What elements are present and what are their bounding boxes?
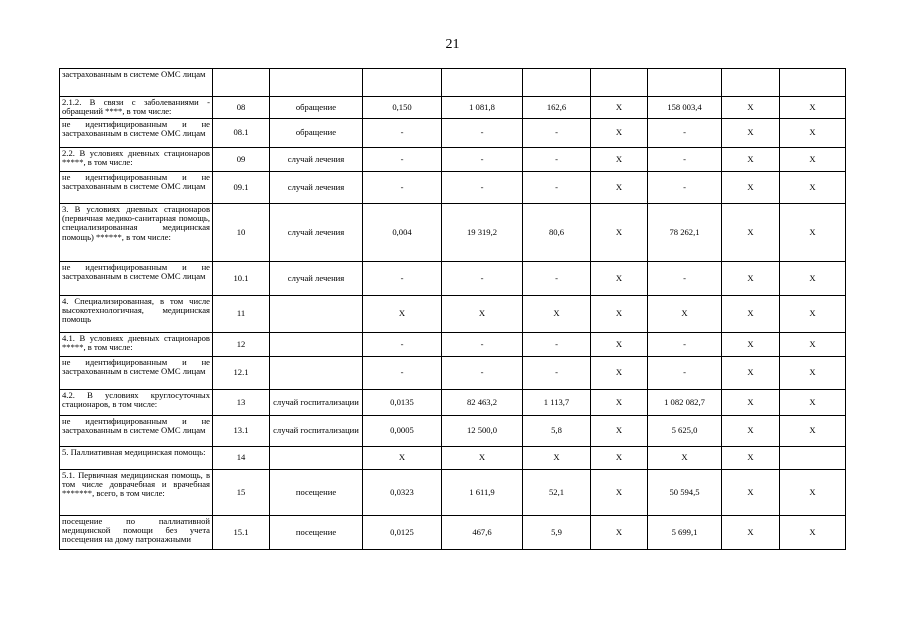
- table-row: [60, 148, 846, 172]
- cell-col6: X: [523, 447, 591, 470]
- unit-of-measure: [270, 357, 363, 390]
- unit-of-measure: случай лечения: [270, 262, 363, 296]
- cell-col4: X: [363, 447, 442, 470]
- cell-col6: -: [523, 333, 591, 357]
- unit-of-measure: [270, 447, 363, 470]
- cell-col5: [442, 69, 523, 97]
- cell-col8: X: [648, 296, 722, 333]
- cell-col7: X: [591, 262, 648, 296]
- cell-col4: 0,150: [363, 97, 442, 119]
- table-row: [60, 262, 846, 296]
- row-description: 5. Паллиативная медицинская помощь:: [60, 447, 213, 470]
- cell-col7: X: [591, 447, 648, 470]
- cell-col6: -: [523, 148, 591, 172]
- cell-col7: X: [591, 204, 648, 262]
- cell-col9: X: [722, 516, 780, 550]
- table-row: [60, 390, 846, 416]
- row-description: 4. Специализированная, в том числе высокотехнологичная, медицинская помощь: [60, 296, 213, 333]
- cell-col10: X: [780, 97, 846, 119]
- cell-col10: X: [780, 262, 846, 296]
- cell-col5: X: [442, 296, 523, 333]
- table-row: [60, 357, 846, 390]
- row-description: не идентифицированным и не застрахованным в системе ОМС лицам: [60, 357, 213, 390]
- cell-col8: -: [648, 357, 722, 390]
- cell-col8: 78 262,1: [648, 204, 722, 262]
- cell-col7: X: [591, 333, 648, 357]
- cell-col7: X: [591, 148, 648, 172]
- cell-col9: X: [722, 97, 780, 119]
- cell-col6: 52,1: [523, 470, 591, 516]
- unit-of-measure: случай госпитализации: [270, 416, 363, 447]
- cell-col6: X: [523, 296, 591, 333]
- cell-col10: X: [780, 390, 846, 416]
- cell-col10: [780, 69, 846, 97]
- cell-col7: X: [591, 390, 648, 416]
- cell-col8: 5 625,0: [648, 416, 722, 447]
- cell-col5: 82 463,2: [442, 390, 523, 416]
- cell-col7: X: [591, 416, 648, 447]
- cell-col6: -: [523, 119, 591, 148]
- row-description: не идентифицированным и не застрахованным в системе ОМС лицам: [60, 416, 213, 447]
- row-number: 12: [213, 333, 270, 357]
- cell-col5: X: [442, 447, 523, 470]
- cell-col5: 467,6: [442, 516, 523, 550]
- cell-col9: X: [722, 470, 780, 516]
- cell-col9: X: [722, 172, 780, 204]
- cell-col4: -: [363, 119, 442, 148]
- cell-col5: -: [442, 357, 523, 390]
- cell-col10: X: [780, 516, 846, 550]
- row-number: 10: [213, 204, 270, 262]
- row-description: посещение по паллиативной медицинской помощи без учета посещения на дому патронажными: [60, 516, 213, 550]
- cell-col9: X: [722, 296, 780, 333]
- row-number: 12.1: [213, 357, 270, 390]
- cell-col7: X: [591, 172, 648, 204]
- cell-col9: X: [722, 262, 780, 296]
- cell-col4: -: [363, 357, 442, 390]
- row-description: 2.1.2. В связи с заболеваниями - обращений ****, в том числе:: [60, 97, 213, 119]
- cell-col4: -: [363, 333, 442, 357]
- cell-col10: X: [780, 172, 846, 204]
- row-number: [213, 69, 270, 97]
- cell-col4: 0,004: [363, 204, 442, 262]
- cell-col5: 1 611,9: [442, 470, 523, 516]
- cell-col4: X: [363, 296, 442, 333]
- cell-col7: X: [591, 357, 648, 390]
- cell-col10: X: [780, 119, 846, 148]
- table-row: [60, 97, 846, 119]
- table-row: [60, 333, 846, 357]
- unit-of-measure: обращение: [270, 119, 363, 148]
- cell-col4: -: [363, 148, 442, 172]
- cell-col4: 0,0135: [363, 390, 442, 416]
- cell-col10: X: [780, 296, 846, 333]
- row-description: 4.2. В условиях круглосуточных стационаров, в том числе:: [60, 390, 213, 416]
- cell-col6: 162,6: [523, 97, 591, 119]
- table-row: [60, 416, 846, 447]
- cell-col8: 158 003,4: [648, 97, 722, 119]
- cell-col5: 12 500,0: [442, 416, 523, 447]
- cell-col7: X: [591, 97, 648, 119]
- row-number: 09.1: [213, 172, 270, 204]
- cell-col5: -: [442, 333, 523, 357]
- cell-col8: 5 699,1: [648, 516, 722, 550]
- row-description: 2.2. В условиях дневных стационаров *****, в том числе:: [60, 148, 213, 172]
- unit-of-measure: случай госпитализации: [270, 390, 363, 416]
- unit-of-measure: случай лечения: [270, 204, 363, 262]
- cell-col9: X: [722, 119, 780, 148]
- unit-of-measure: посещение: [270, 470, 363, 516]
- cell-col4: -: [363, 172, 442, 204]
- table-row: [60, 447, 846, 470]
- cell-col7: X: [591, 516, 648, 550]
- cell-col8: -: [648, 172, 722, 204]
- cell-col6: 5,8: [523, 416, 591, 447]
- cell-col4: 0,0005: [363, 416, 442, 447]
- table-row: [60, 470, 846, 516]
- cell-col4: 0,0125: [363, 516, 442, 550]
- cell-col9: X: [722, 148, 780, 172]
- cell-col5: 1 081,8: [442, 97, 523, 119]
- table-row: [60, 516, 846, 550]
- cell-col10: X: [780, 470, 846, 516]
- row-number: 08: [213, 97, 270, 119]
- cell-col5: -: [442, 148, 523, 172]
- cell-col8: 1 082 082,7: [648, 390, 722, 416]
- cell-col4: [363, 69, 442, 97]
- cell-col9: X: [722, 416, 780, 447]
- cell-col8: -: [648, 119, 722, 148]
- cell-col10: X: [780, 416, 846, 447]
- cell-col7: X: [591, 470, 648, 516]
- cell-col6: -: [523, 172, 591, 204]
- row-number: 13: [213, 390, 270, 416]
- data-table: [59, 68, 846, 550]
- unit-of-measure: случай лечения: [270, 172, 363, 204]
- row-description: 5.1. Первичная медицинская помощь, в том числе доврачебная и врачебная *******, всего, в том числе:: [60, 470, 213, 516]
- cell-col7: X: [591, 119, 648, 148]
- table-row: [60, 119, 846, 148]
- row-number: 10.1: [213, 262, 270, 296]
- cell-col8: -: [648, 148, 722, 172]
- unit-of-measure: посещение: [270, 516, 363, 550]
- cell-col7: X: [591, 296, 648, 333]
- row-number: 15.1: [213, 516, 270, 550]
- cell-col5: 19 319,2: [442, 204, 523, 262]
- row-description: не идентифицированным и не застрахованным в системе ОМС лицам: [60, 172, 213, 204]
- cell-col9: X: [722, 204, 780, 262]
- cell-col6: [523, 69, 591, 97]
- unit-of-measure: [270, 69, 363, 97]
- cell-col8: X: [648, 447, 722, 470]
- cell-col10: [780, 447, 846, 470]
- cell-col5: -: [442, 119, 523, 148]
- table-row: [60, 204, 846, 262]
- table-row: [60, 296, 846, 333]
- row-number: 13.1: [213, 416, 270, 447]
- row-description: 4.1. В условиях дневных стационаров *****, в том числе:: [60, 333, 213, 357]
- row-number: 09: [213, 148, 270, 172]
- cell-col10: X: [780, 333, 846, 357]
- page-number: 21: [445, 37, 460, 52]
- row-number: 11: [213, 296, 270, 333]
- cell-col9: X: [722, 447, 780, 470]
- table-row: [60, 69, 846, 97]
- unit-of-measure: обращение: [270, 97, 363, 119]
- cell-col9: [722, 69, 780, 97]
- unit-of-measure: [270, 296, 363, 333]
- row-description: не идентифицированным и не застрахованным в системе ОМС лицам: [60, 262, 213, 296]
- cell-col8: -: [648, 333, 722, 357]
- cell-col6: 5,9: [523, 516, 591, 550]
- cell-col9: X: [722, 357, 780, 390]
- cell-col8: 50 594,5: [648, 470, 722, 516]
- cell-col8: -: [648, 262, 722, 296]
- cell-col9: X: [722, 390, 780, 416]
- cell-col10: X: [780, 148, 846, 172]
- row-number: 14: [213, 447, 270, 470]
- cell-col5: -: [442, 262, 523, 296]
- cell-col6: -: [523, 357, 591, 390]
- row-description: не идентифицированным и не застрахованным в системе ОМС лицам: [60, 119, 213, 148]
- cell-col6: 80,6: [523, 204, 591, 262]
- cell-col10: X: [780, 357, 846, 390]
- cell-col4: -: [363, 262, 442, 296]
- row-description: застрахованным в системе ОМС лицам: [60, 69, 213, 97]
- cell-col6: -: [523, 262, 591, 296]
- table-row: [60, 172, 846, 204]
- cell-col7: [591, 69, 648, 97]
- cell-col4: 0,0323: [363, 470, 442, 516]
- cell-col9: X: [722, 333, 780, 357]
- row-number: 15: [213, 470, 270, 516]
- cell-col5: -: [442, 172, 523, 204]
- cell-col10: X: [780, 204, 846, 262]
- unit-of-measure: случай лечения: [270, 148, 363, 172]
- cell-col6: 1 113,7: [523, 390, 591, 416]
- unit-of-measure: [270, 333, 363, 357]
- row-number: 08.1: [213, 119, 270, 148]
- table-body: [60, 69, 846, 550]
- row-description: 3. В условиях дневных стационаров (первичная медико-санитарная помощь, специализированная медицинская помощь) ******, в том числе:: [60, 204, 213, 262]
- cell-col8: [648, 69, 722, 97]
